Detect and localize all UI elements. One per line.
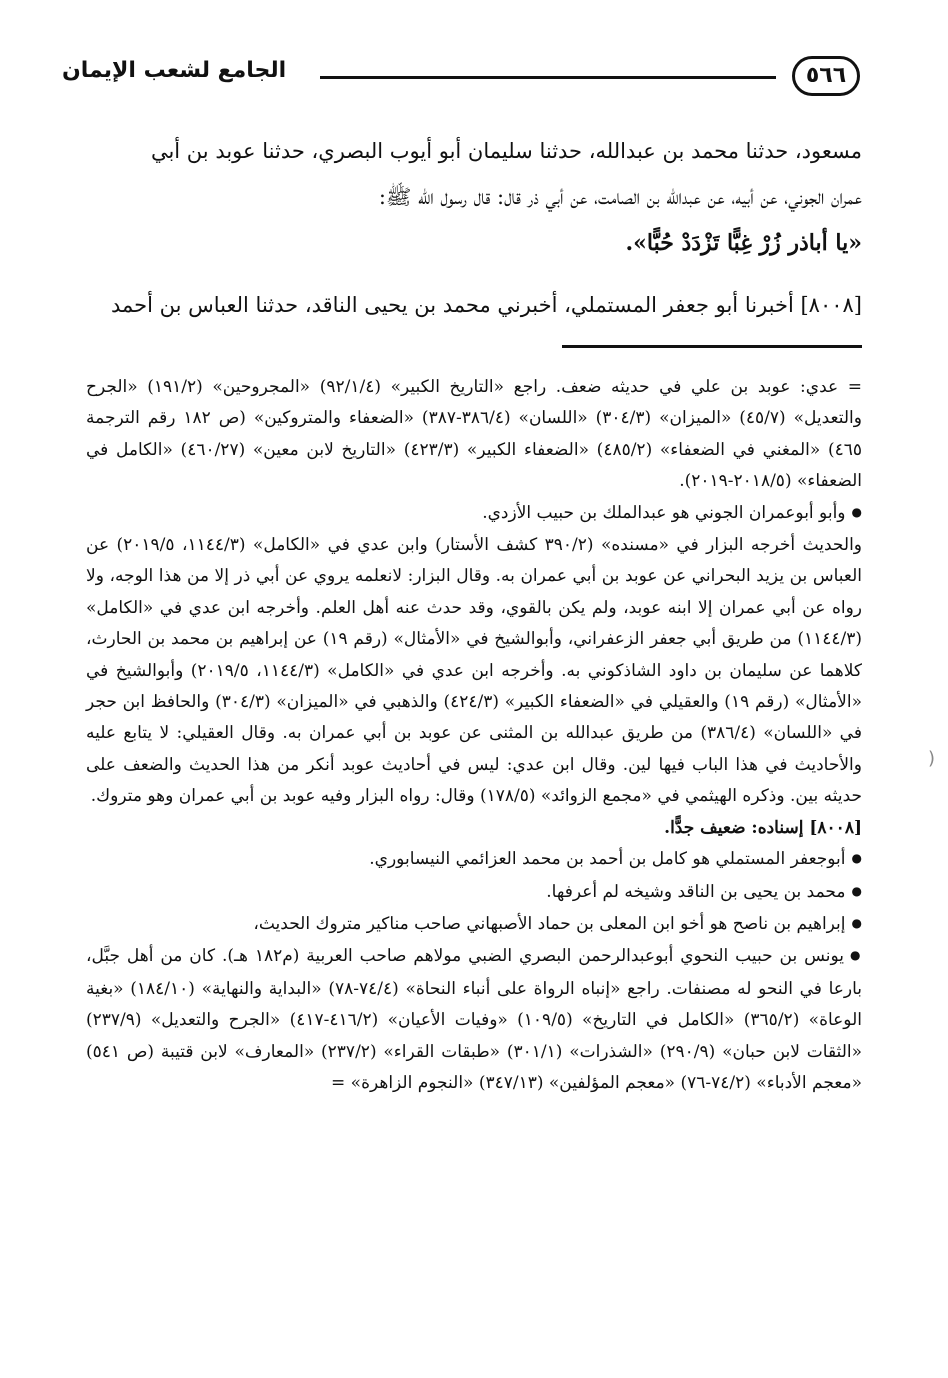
footnote-bullet-1: ● أبوجعفر المستملي هو كامل بن أحمد بن محمد العزائمي النيسابوري. xyxy=(86,844,862,876)
main-line-1: مسعود، حدثنا محمد بن عبدالله، حدثنا سليمان أبو أيوب البصري، حدثنا عوبد بن أبي xyxy=(150,139,862,163)
main-line-2: عمران الجوني، عن أبيه، عن عبدالله بن الصامت، عن أبي ذر قال: قال رسول الله ﷺ: xyxy=(378,185,862,209)
margin-mark: ( xyxy=(928,748,936,769)
header-rule xyxy=(320,76,776,79)
footnote-takhrij: والحديث أخرجه البزار في «مسنده» (٣٩٠/٢ كشف الأستار) وابن عدي في «الكامل» (١١٤٤/٣، ٢٠١٩/٥) عن العباس بن يزيد البحراني عن عوبد بن أبي عمران به. وقال البزار: لانعلمه يروي عن أبي ذر إلا من هذا الوجه، ولا رواه عن أبي عمران إلا ابنه عوبد، ولم يكن بالقوي، وقد حدث عنه أهل العلم. وأخرجه ابن عدي في «الكامل» (١١٤٤/٣) من طريق أبي جعفر الزعفراني، وأبوالشيخ في «الأمثال» (رقم ١٩) عن إبراهيم بن محمد بن الحارث، كلاهما عن سليمان بن داود الشاذكوني به. وأخرجه ابن عدي في «الكامل» (١١٤٤/٣، ٢٠١٩/٥) وأبوالشيخ في «الأمثال» (رقم ١٩) والعقيلي في «الضعفاء الكبير» (٤٢٤/٣) والذهبي في «الميزان» (٣٠٤/٣) والحافظ ابن حجر في «اللسان» (٣٨٦/٤) من طريق عبدالله بن المثنى عن عوبد بن أبي عمران به. وقال العقيلي: لا يتابع عليه والأحاديث في هذا الباب فيها لين. وقال ابن عدي: ليس في أحاديث عوبد أنكر من هذا الحديث والضعف على حديثه بين. وذكره الهيثمي في «مجمع الزوائد» (١٧٨/٥) وقال: رواه البزار وفيه عوبد بن أبي عمران وهو متروك. xyxy=(86,535,863,807)
page-number: ٥٦٦ xyxy=(792,56,860,96)
entry-8008: [٨٠٠٨] أخبرنا أبو جعفر المستملي، أخبرني محمد بن يحيى الناقد، حدثنا العباس بن أحمد xyxy=(110,293,862,317)
footnote-separator xyxy=(562,345,862,348)
page-header xyxy=(62,56,860,104)
footnote-bullet-3: ● إبراهيم بن ناصح هو أخو ابن المعلى بن حماد الأصبهاني صاحب مناكير متروك الحديث، xyxy=(86,909,862,941)
running-title: الجامع لشعب الإيمان xyxy=(62,58,287,83)
main-text xyxy=(86,128,862,328)
footnote-bullet-father: ● وأبو أبوعمران الجوني هو عبدالملك بن حبيب الأزدي. xyxy=(86,498,862,530)
footnote-bullet-4: ● يونس بن حبيب النحوي أبوعبدالرحمن البصري الضبي مولاهم صاحب العربية (م١٨٢ هـ). كان من أهل جبَّل، بارعا في النحو له مصنفات. راجع «إنباه الرواة على أنباء النحاة» (٧٤/٤-٧٨) «البداية والنهاية» (١٨٤/١٠) «بغية الوعاة» (٣٦٥/٢) «الكامل في التاريخ» (١٠٩/٥) «وفيات الأعيان» (٤١٦/٢-٤١٧) «الجرح والتعديل» (٢٣٧/٩) «الثقات لابن حبان» (٢٩٠/٩) «الشذرات» (٣٠١/١) «طبقات القراء» (٢٣٧/٢) «المعارف» لابن قتيبة (ص ٥٤١) «معجم الأدباء» (٧٤/٢-٧٦) «معجم المؤلفين» (٣٤٧/١٣) «النجوم الزاهرة» = xyxy=(86,941,862,1099)
footnote-continuation: = عدي: عوبد بن علي في حديثه ضعف. راجع «التاريخ الكبير» (٩٢/١/٤) «المجروحين» (١٩١/٢) «الجرح والتعديل» (٤٥/٧) «الميزان» (٣٠٤/٣) «اللسان» (٣٨٦/٤-٣٨٧) «الضعفاء والمتروكين» (ص ١٨٢ رقم الترجمة ٤٦٥) «المغني في الضعفاء» (٤٨٥/٢) «الضعفاء الكبير» (٤٢٣/٣) «التاريخ لابن معين» (٤٦٠/٢٧) «الكامل في الضعفاء» (٢٠١٨/٥-٢٠١٩). xyxy=(86,377,863,492)
footnote-bullet-2: ● محمد بن يحيى بن الناقد وشيخه لم أعرفها. xyxy=(86,877,862,909)
footnotes xyxy=(86,372,862,1099)
paragraph-gap xyxy=(86,266,862,282)
isnad-grade: [٨٠٠٨] إسناده: ضعيف جدًّا. xyxy=(664,817,862,838)
hadith-text: «يا أباذر زُرْ غِبًّا تَزْدَدْ حُبًّا». xyxy=(625,230,862,256)
